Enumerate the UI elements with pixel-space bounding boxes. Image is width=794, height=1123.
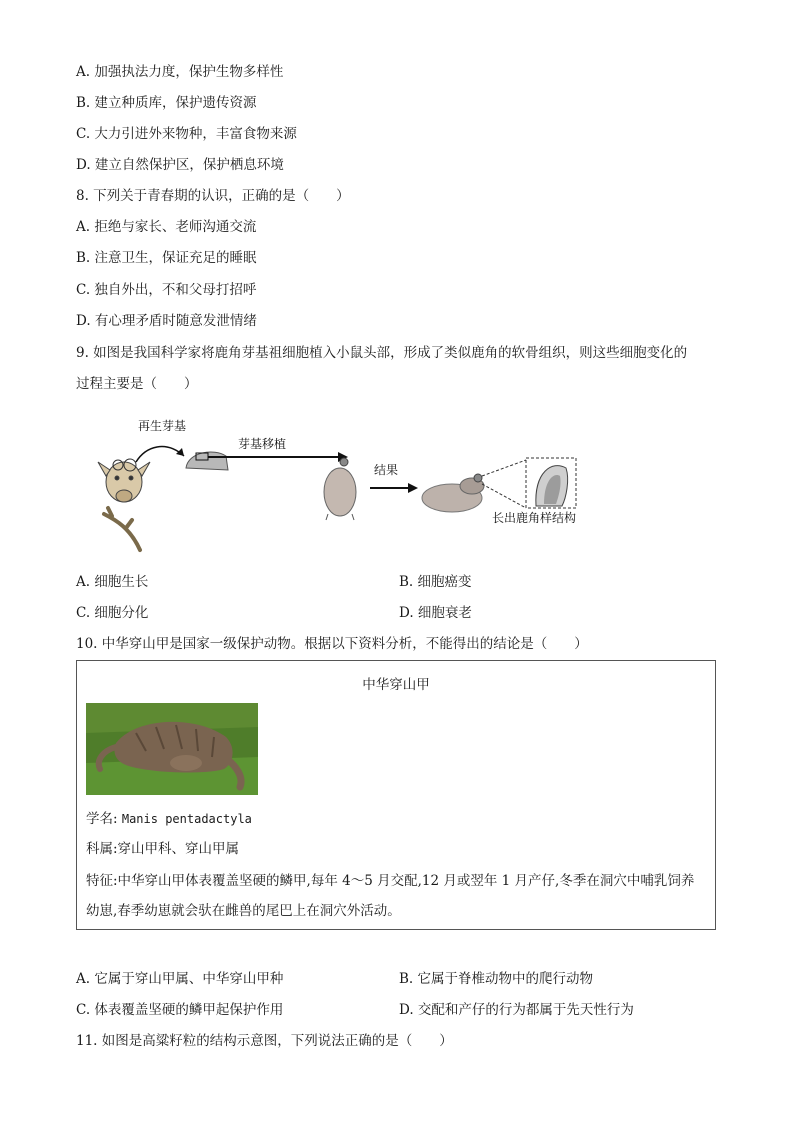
q7-option-a: A. 加强执法力度，保护生物多样性 bbox=[76, 64, 284, 80]
q8-option-b: B. 注意卫生，保证充足的睡眠 bbox=[76, 250, 257, 266]
q8-option-d: D. 有心理矛盾时随意发泄情绪 bbox=[76, 313, 257, 329]
info-box-title: 中华穿山甲 bbox=[362, 677, 430, 693]
q10-stem: 10. 中华穿山甲是国家一级保护动物。根据以下资料分析，不能得出的结论是（ ） bbox=[76, 636, 588, 652]
q10-option-d: D. 交配和产仔的行为都属于先天性行为 bbox=[399, 1002, 634, 1018]
q7-option-b: B. 建立种质库，保护遗传资源 bbox=[76, 95, 257, 111]
q9-option-c: C. 细胞分化 bbox=[76, 605, 149, 621]
zoom-line-bottom bbox=[482, 484, 526, 508]
q8-option-c: C. 独自外出，不和父母打招呼 bbox=[76, 282, 257, 298]
scientific-name-label: 学名: bbox=[86, 811, 118, 827]
label-grow-structure: 长出鹿角样结构 bbox=[492, 511, 577, 525]
zoom-line-top bbox=[482, 460, 526, 476]
label-regen-blastema: 再生芽基 bbox=[138, 419, 187, 433]
scientific-name-line bbox=[86, 809, 252, 829]
q8-stem: 8. 下列关于青春期的认识，正确的是（ ） bbox=[76, 188, 350, 204]
family-genus-line: 科属:穿山甲科、穿山甲属 bbox=[86, 841, 240, 857]
q9-figure bbox=[96, 410, 596, 562]
scientific-name: Manis pentadactyla bbox=[121, 812, 252, 826]
regen-arrow bbox=[136, 447, 184, 462]
feature-line-2: 幼崽,春季幼崽就会驮在雌兽的尾巴上在洞穴外活动。 bbox=[86, 903, 401, 919]
q10-info-box bbox=[76, 660, 716, 930]
deer-illustration bbox=[98, 459, 150, 502]
q11-stem: 11. 如图是高粱籽粒的结构示意图，下列说法正确的是（ ） bbox=[76, 1033, 453, 1049]
q7-option-c: C. 大力引进外来物种，丰富食物来源 bbox=[76, 126, 297, 142]
feature-line-1: 特征:中华穿山甲体表覆盖坚硬的鳞甲,每年 4～5 月交配,12 月或翌年 1 月产仔,冬季在洞穴中哺乳饲养 bbox=[86, 873, 695, 889]
pangolin-photo bbox=[86, 703, 258, 795]
blastema-tissue bbox=[186, 452, 228, 470]
q9-option-b: B. 细胞癌变 bbox=[399, 574, 472, 590]
q9-option-a: A. 细胞生长 bbox=[76, 574, 149, 590]
mouse-illustration bbox=[324, 458, 356, 520]
q8-option-a: A. 拒绝与家长、老师沟通交流 bbox=[76, 219, 257, 235]
q9-stem-line2: 过程主要是（ ） bbox=[76, 376, 198, 392]
q10-option-a: A. 它属于穿山甲属、中华穿山甲种 bbox=[76, 971, 284, 987]
antler-illustration bbox=[104, 508, 140, 550]
q10-option-c: C. 体表覆盖坚硬的鳞甲起保护作用 bbox=[76, 1002, 284, 1018]
q10-option-b: B. 它属于脊椎动物中的爬行动物 bbox=[399, 971, 594, 987]
label-result: 结果 bbox=[374, 463, 399, 477]
q9-option-d: D. 细胞衰老 bbox=[399, 605, 472, 621]
q9-figure-svg bbox=[96, 410, 596, 562]
q7-option-d: D. 建立自然保护区，保护栖息环境 bbox=[76, 157, 284, 173]
hand-mouse-illustration bbox=[422, 474, 484, 512]
q9-stem-line1: 9. 如图是我国科学家将鹿角芽基祖细胞植入小鼠头部，形成了类似鹿角的软骨组织，则这些细胞变化的 bbox=[76, 345, 688, 361]
label-transplant: 芽基移植 bbox=[238, 437, 287, 451]
